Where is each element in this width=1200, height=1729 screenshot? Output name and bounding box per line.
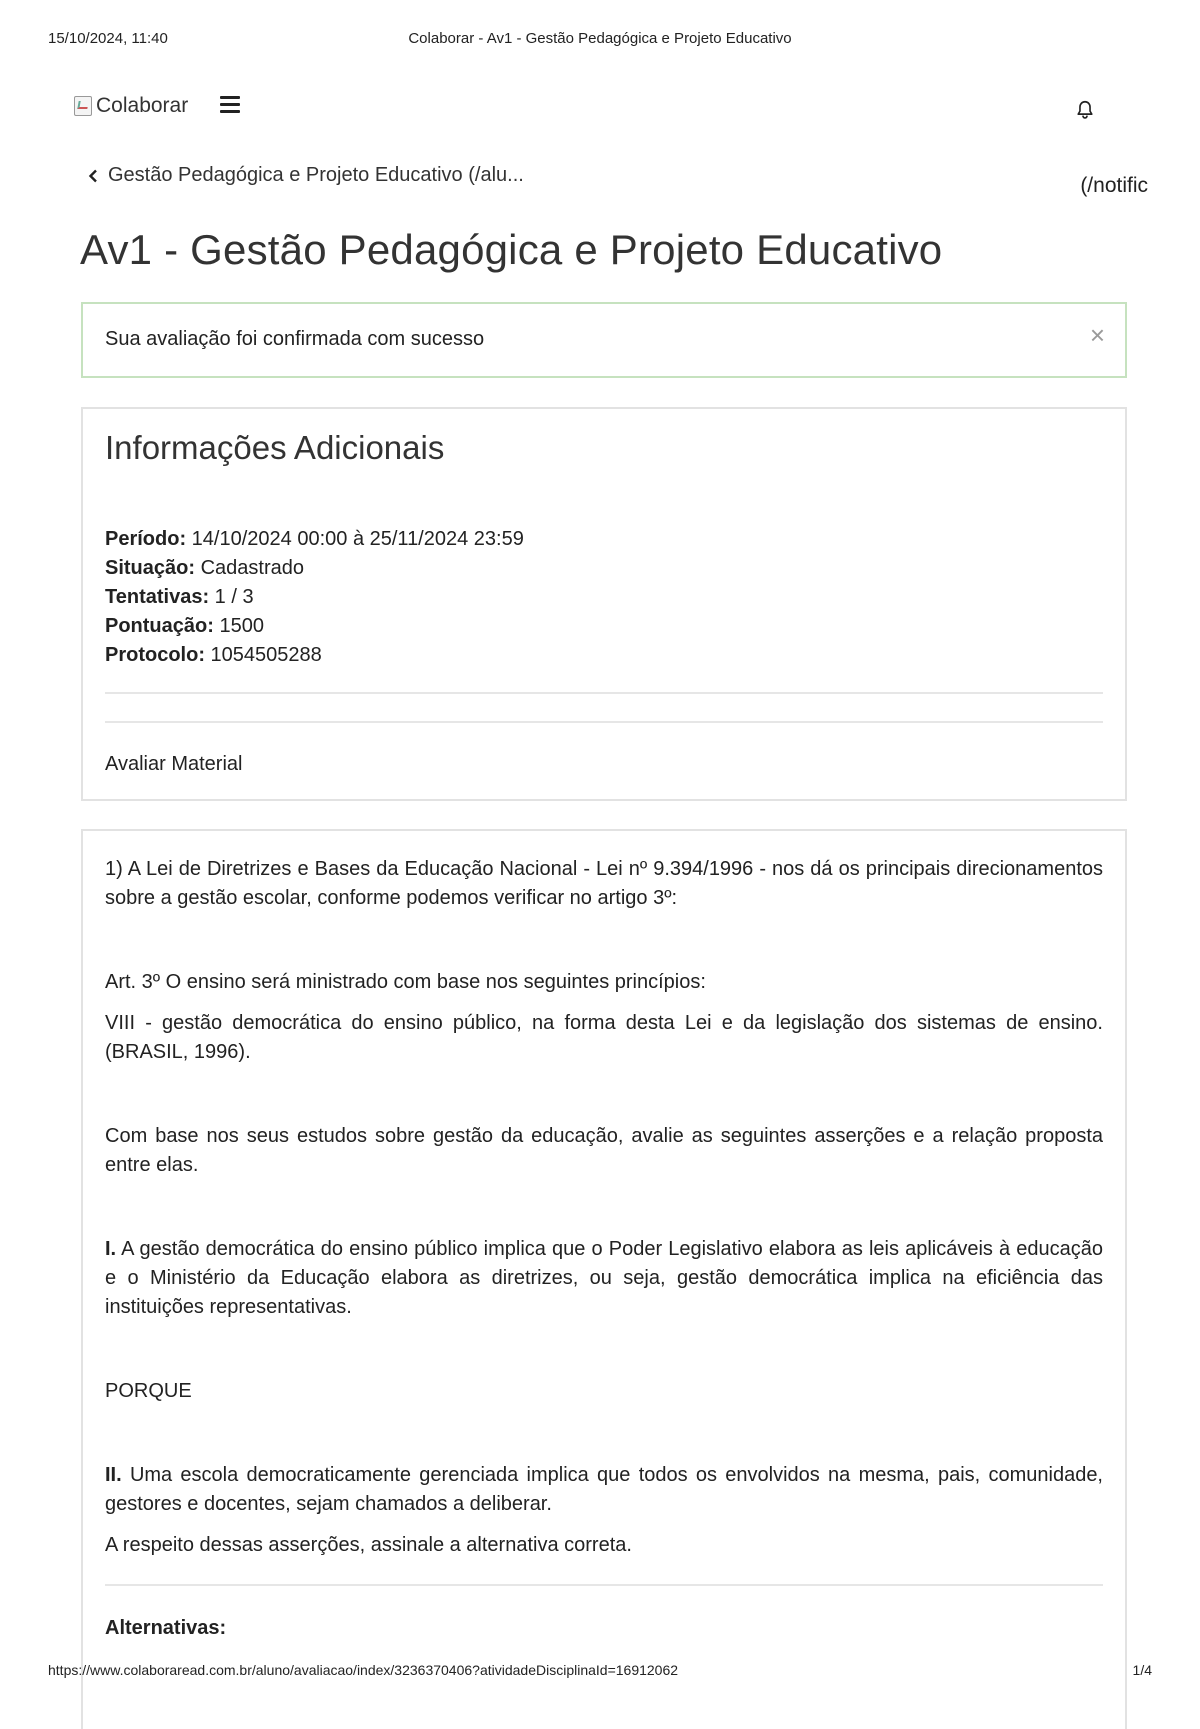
divider: [105, 1584, 1103, 1586]
info-label: Protocolo:: [105, 644, 205, 666]
question-viii: VIII - gestão democrática do ensino público, na forma desta Lei e da legislação dos sistemas de ensino. (BRASIL, 1996).: [105, 1012, 1103, 1063]
info-list: [105, 525, 524, 670]
breadcrumb[interactable]: [88, 164, 524, 187]
assertion-ii-label: II.: [105, 1464, 122, 1486]
notifications-link[interactable]: (/notific: [1080, 174, 1148, 197]
menu-toggle-button[interactable]: [220, 96, 240, 114]
assertion-ii-text: Uma escola democraticamente gerenciada implica que todos os envolvidos na mesma, pais, comunidade, gestores e docentes, sejam chamados a deliberar.: [105, 1464, 1103, 1515]
question-card: [81, 829, 1127, 1729]
info-card-title: Informações Adicionais: [105, 429, 445, 466]
info-value: 14/10/2024 00:00 à 25/11/2024 23:59: [186, 528, 524, 550]
print-url: https://www.colaboraread.com.br/aluno/avaliacao/index/3236370406?atividadeDisciplinaId=16912062: [48, 1662, 679, 1678]
question-instruction: A respeito dessas asserções, assinale a alternativa correta.: [105, 1534, 632, 1556]
info-label: Período:: [105, 528, 187, 550]
info-value: 1054505288: [205, 644, 322, 666]
info-value: 1500: [213, 615, 264, 637]
info-tentativas: [105, 583, 524, 612]
info-value: 1 / 3: [209, 586, 254, 608]
chevron-left-icon: [88, 169, 98, 183]
breadcrumb-label: Gestão Pedagógica e Projeto Educativo (/alu...: [108, 164, 524, 186]
logo-alt-text: Colaborar: [96, 94, 189, 117]
info-situacao: [105, 554, 524, 583]
broken-image-icon: [74, 96, 92, 116]
print-footer: [48, 1662, 1152, 1682]
top-bar: [74, 88, 1126, 128]
print-header: [48, 30, 1152, 50]
bell-icon[interactable]: [1074, 98, 1096, 122]
divider: [105, 692, 1103, 694]
question-intro: 1) A Lei de Diretrizes e Bases da Educação Nacional - Lei nº 9.394/1996 - nos dá os principais direcionamentos sobre a gestão escolar, conforme podemos verificar no artigo 3º:: [105, 858, 1103, 909]
assertion-i: [105, 1235, 1103, 1322]
print-date: 15/10/2024, 11:40: [48, 30, 168, 47]
info-value: Cadastrado: [195, 557, 304, 579]
assertion-ii: [105, 1461, 1103, 1519]
question-porque: PORQUE: [105, 1380, 192, 1402]
assertion-i-text: A gestão democrática do ensino público implica que o Poder Legislativo elabora as leis aplicáveis à educação e o Ministério da Educação elabora as diretrizes, ou seja, gestão democrática implica na eficiência das instituições representativas.: [105, 1238, 1103, 1318]
info-periodo: [105, 525, 524, 554]
close-icon[interactable]: ×: [1089, 320, 1105, 350]
info-protocolo: [105, 641, 524, 670]
hamburger-icon-line: [220, 110, 240, 113]
info-label: Pontuação:: [105, 615, 214, 637]
divider: [105, 721, 1103, 723]
question-article: Art. 3º O ensino será ministrado com base nos seguintes princípios:: [105, 971, 706, 993]
info-pontuacao: [105, 612, 524, 641]
page-title: Av1 - Gestão Pedagógica e Projeto Educativo: [80, 226, 943, 273]
success-alert: [81, 302, 1127, 378]
print-doc-title: Colaborar - Av1 - Gestão Pedagógica e Projeto Educativo: [408, 30, 792, 47]
assertion-i-label: I.: [105, 1238, 117, 1260]
question-body: [105, 855, 1103, 1643]
info-card: [81, 407, 1127, 801]
rate-material-link[interactable]: Avaliar Material: [105, 753, 243, 775]
question-base: Com base nos seus estudos sobre gestão da educação, avalie as seguintes asserções e a relação proposta entre elas.: [105, 1125, 1103, 1176]
print-page-number: 1/4: [1132, 1662, 1152, 1678]
alternatives-label: Alternativas:: [105, 1617, 227, 1639]
logo-link[interactable]: [74, 94, 188, 118]
info-label: Tentativas:: [105, 586, 210, 608]
info-label: Situação:: [105, 557, 196, 579]
hamburger-icon-line: [220, 103, 240, 106]
alert-message: Sua avaliação foi confirmada com sucesso: [105, 328, 485, 350]
hamburger-icon: [220, 96, 240, 99]
